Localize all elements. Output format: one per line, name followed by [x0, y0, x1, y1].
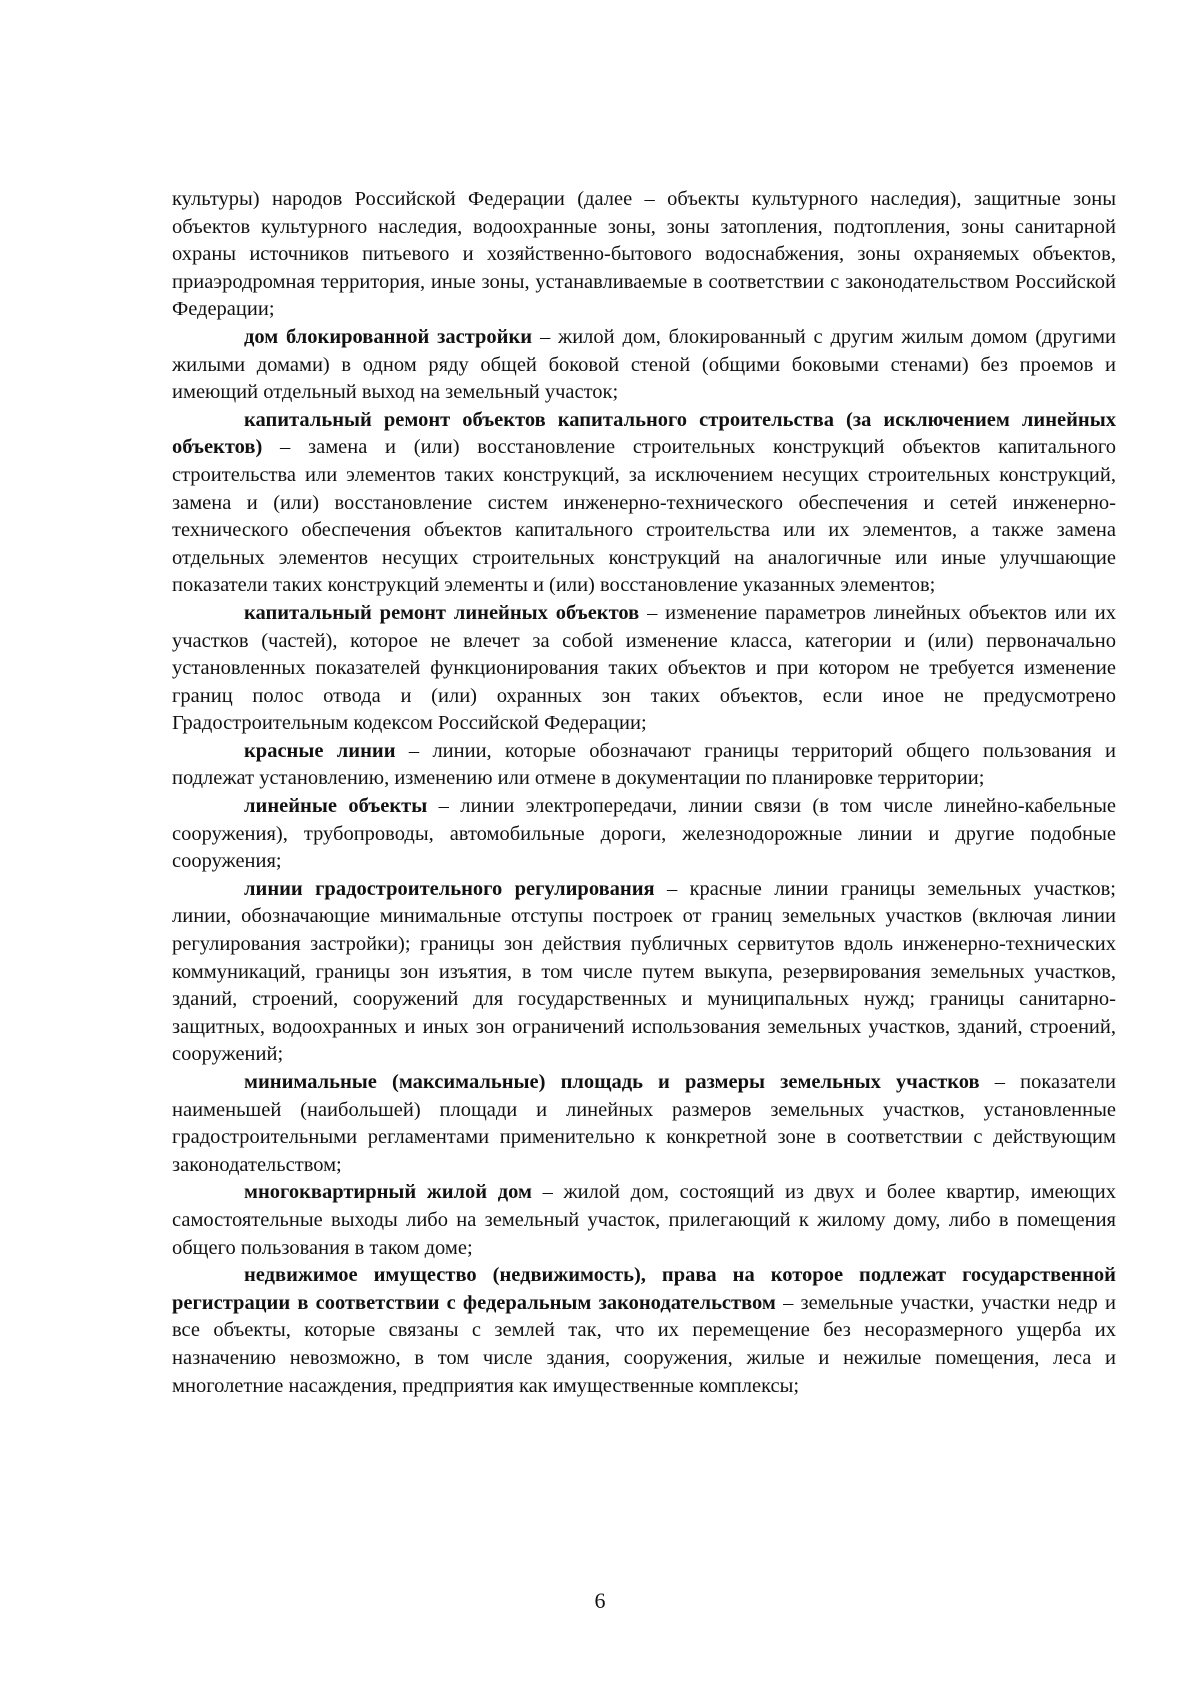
definition-term: линейные объекты — [244, 795, 428, 818]
definition-paragraph — [172, 600, 1116, 738]
definition-paragraph — [172, 738, 1116, 793]
definition-paragraph — [172, 1069, 1116, 1179]
definition-term: линии градостроительного регулирования — [244, 877, 655, 900]
definition-paragraph — [172, 407, 1116, 600]
definition-text: – изменение параметров линейных объектов или их участков (частей), которое не влечет за собой изменение класса, категории и (или) первоначально установленных показателей функционирования таких объектов и при котором не требуется изменение границ полос отвода и (или) охранных зон таких объектов, если иное не предусмотрено Градостроительным кодексом Российской Федерации; — [172, 601, 1116, 735]
definition-text: культуры) народов Российской Федерации (далее – объекты культурного наследия), защитные зоны объектов культурного наследия, водоохранные зоны, зоны затопления, подтопления, зоны санитарной охраны источников питьевого и хозяйственно-бытового водоснабжения, зоны охраняемых объектов, приаэродромная территория, иные зоны, устанавливаемые в соответствии с законодательством Российской Федерации; — [172, 188, 1116, 321]
definition-term: многоквартирный жилой дом — [244, 1181, 532, 1204]
definition-paragraph — [172, 1262, 1116, 1400]
definition-term: дом блокированной застройки — [244, 325, 533, 348]
definition-text: – жилой дом, состоящий из двух и более квартир, имеющих самостоятельные выходы либо на земельный участок, прилегающий к жилому дому, либо в помещения общего пользования в таком доме; — [172, 1181, 1116, 1259]
definition-paragraph — [172, 1179, 1116, 1262]
document-body — [172, 186, 1116, 1400]
definition-text: – линии электропередачи, линии связи (в том числе линейно-кабельные сооружения), трубопроводы, автомобильные дороги, железнодорожные линии и другие подобные сооружения; — [172, 795, 1116, 873]
definition-paragraph — [172, 186, 1116, 324]
definition-term: капитальный ремонт линейных объектов — [244, 601, 640, 624]
definition-text: – показатели наименьшей (наибольшей) площади и линейных размеров земельных участков, установленные градостроительными регламентами применительно к конкретной зоне в соответствии с действующим законодательством; — [172, 1071, 1116, 1176]
definition-text: – замена и (или) восстановление строительных конструкций объектов капитального строительства или элементов таких конструкций, за исключением несущих строительных конструкций, замена и (или) восстановление систем инженерно-технического обеспечения и сетей инженерно-технического обеспечения объектов капитального строительства или их элементов, а также замена отдельных элементов несущих строительных конструкций на аналогичные или иные улучшающие показатели таких конструкций элементы и (или) восстановление указанных элементов; — [172, 436, 1116, 597]
definition-text: – жилой дом, блокированный с другим жилым домом (другими жилыми домами) в одном ряду общей боковой стеной (общими боковыми стенами) без проемов и имеющий отдельный выход на земельный участок; — [172, 325, 1117, 404]
definition-paragraph — [172, 793, 1116, 876]
definition-text: – красные линии границы земельных участков; линии, обозначающие минимальные отступы построек от границ земельных участков (включая линии регулирования застройки); границы зон действия публичных сервитутов вдоль инженерно-технических коммуникаций, границы зон изъятия, в том числе путем выкупа, резервирования земельных участков, зданий, строений, сооружений для государственных и муниципальных нужд; границы санитарно-защитных, водоохранных и иных зон ограничений использования земельных участков, зданий, строений, сооружений; — [172, 877, 1116, 1066]
definition-text: – линии, которые обозначают границы территорий общего пользования и подлежат установлению, изменению или отмене в документации по планировке территории; — [172, 739, 1116, 790]
definition-term: недвижимое имущество (недвижимость), права на которое подлежат государственной регистрации в соответствии с федеральным законодательством — [172, 1264, 1116, 1314]
definition-term: минимальные (максимальные) площадь и размеры земельных участков — [244, 1071, 980, 1093]
definition-term: капитальный ремонт объектов капитального строительства (за исключением линейных объектов) — [172, 408, 1116, 459]
definition-paragraph — [172, 876, 1116, 1069]
page-number: 6 — [594, 1588, 606, 1613]
definition-paragraph — [172, 324, 1116, 407]
definition-term: красные линии — [244, 739, 396, 762]
definition-text: – земельные участки, участки недр и все объекты, которые связаны с землей так, что их перемещение без несоразмерного ущерба их назначению невозможно, в том числе здания, сооружения, жилые и нежилые помещения, леса и многолетние насаждения, предприятия как имущественные комплексы; — [172, 1291, 1116, 1397]
